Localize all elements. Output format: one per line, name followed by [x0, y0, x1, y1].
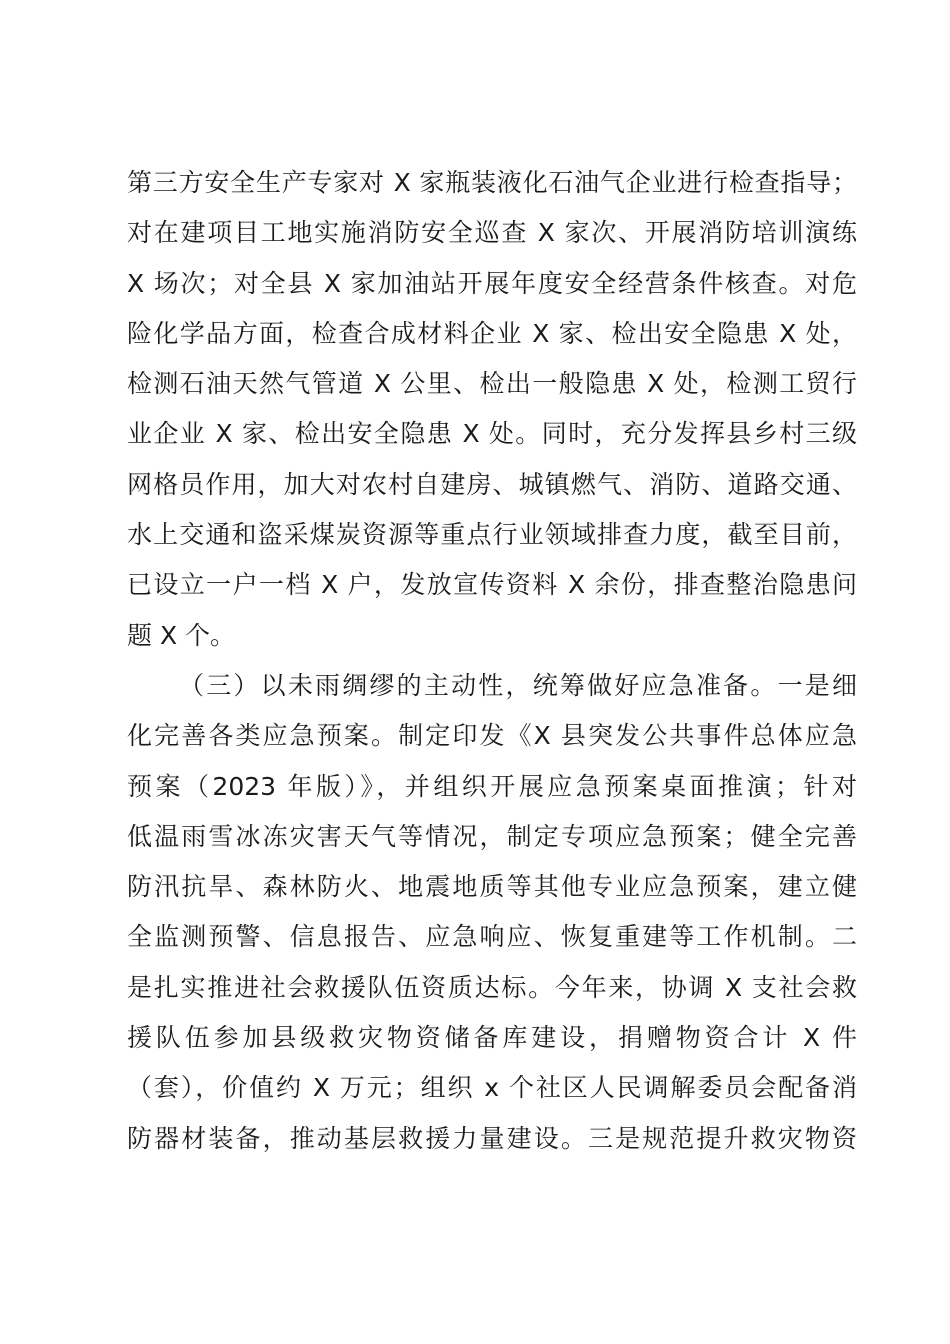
text-line: 全监测预警、信息报告、应急响应、恢复重建等工作机制。二	[127, 922, 857, 952]
text-line: 检测石油天然气管道 X 公里、检出一般隐患 X 处，检测工贸行	[127, 369, 857, 399]
text-line: 防汛抗旱、森林防火、地震地质等其他专业应急预案，建立健	[127, 872, 857, 902]
body-text	[127, 158, 857, 1164]
text-line: 防器材装备，推动基层救援力量建设。三是规范提升救灾物资	[127, 1123, 857, 1153]
text-line: （套），价值约 X 万元；组织 x 个社区人民调解委员会配备消	[127, 1073, 857, 1103]
section-heading-line: （三）以未雨绸缪的主动性，统筹做好应急准备。一是细	[179, 670, 857, 700]
text-line: 援队伍参加县级救灾物资储备库建设，捐赠物资合计 X 件	[127, 1023, 857, 1053]
text-line: 网格员作用，加大对农村自建房、城镇燃气、消防、道路交通、	[127, 469, 857, 499]
text-line: 已设立一户一档 X 户，发放宣传资料 X 余份，排查整治隐患问	[127, 570, 857, 600]
text-line: 低温雨雪冰冻灾害天气等情况，制定专项应急预案；健全完善	[127, 821, 857, 851]
text-line: 对在建项目工地实施消防安全巡查 X 家次、开展消防培训演练	[127, 218, 857, 248]
text-line: 预案（2023 年版）》，并组织开展应急预案桌面推演；针对	[127, 771, 857, 801]
text-line: X 场次；对全县 X 家加油站开展年度安全经营条件核查。对危	[127, 268, 857, 298]
text-line: 第三方安全生产专家对 X 家瓶装液化石油气企业进行检查指导；	[127, 168, 857, 197]
text-line: 业企业 X 家、检出安全隐患 X 处。同时，充分发挥县乡村三级	[127, 419, 857, 449]
text-line: 化完善各类应急预案。制定印发《X 县突发公共事件总体应急	[127, 721, 857, 751]
text-line: 是扎实推进社会救援队伍资质达标。今年来，协调 X 支社会救	[127, 972, 857, 1002]
text-line: 水上交通和盗采煤炭资源等重点行业领域排查力度，截至目前，	[127, 520, 857, 550]
text-line: 题 X 个。	[127, 620, 236, 650]
text-line: 险化学品方面，检查合成材料企业 X 家、检出安全隐患 X 处，	[127, 318, 857, 348]
